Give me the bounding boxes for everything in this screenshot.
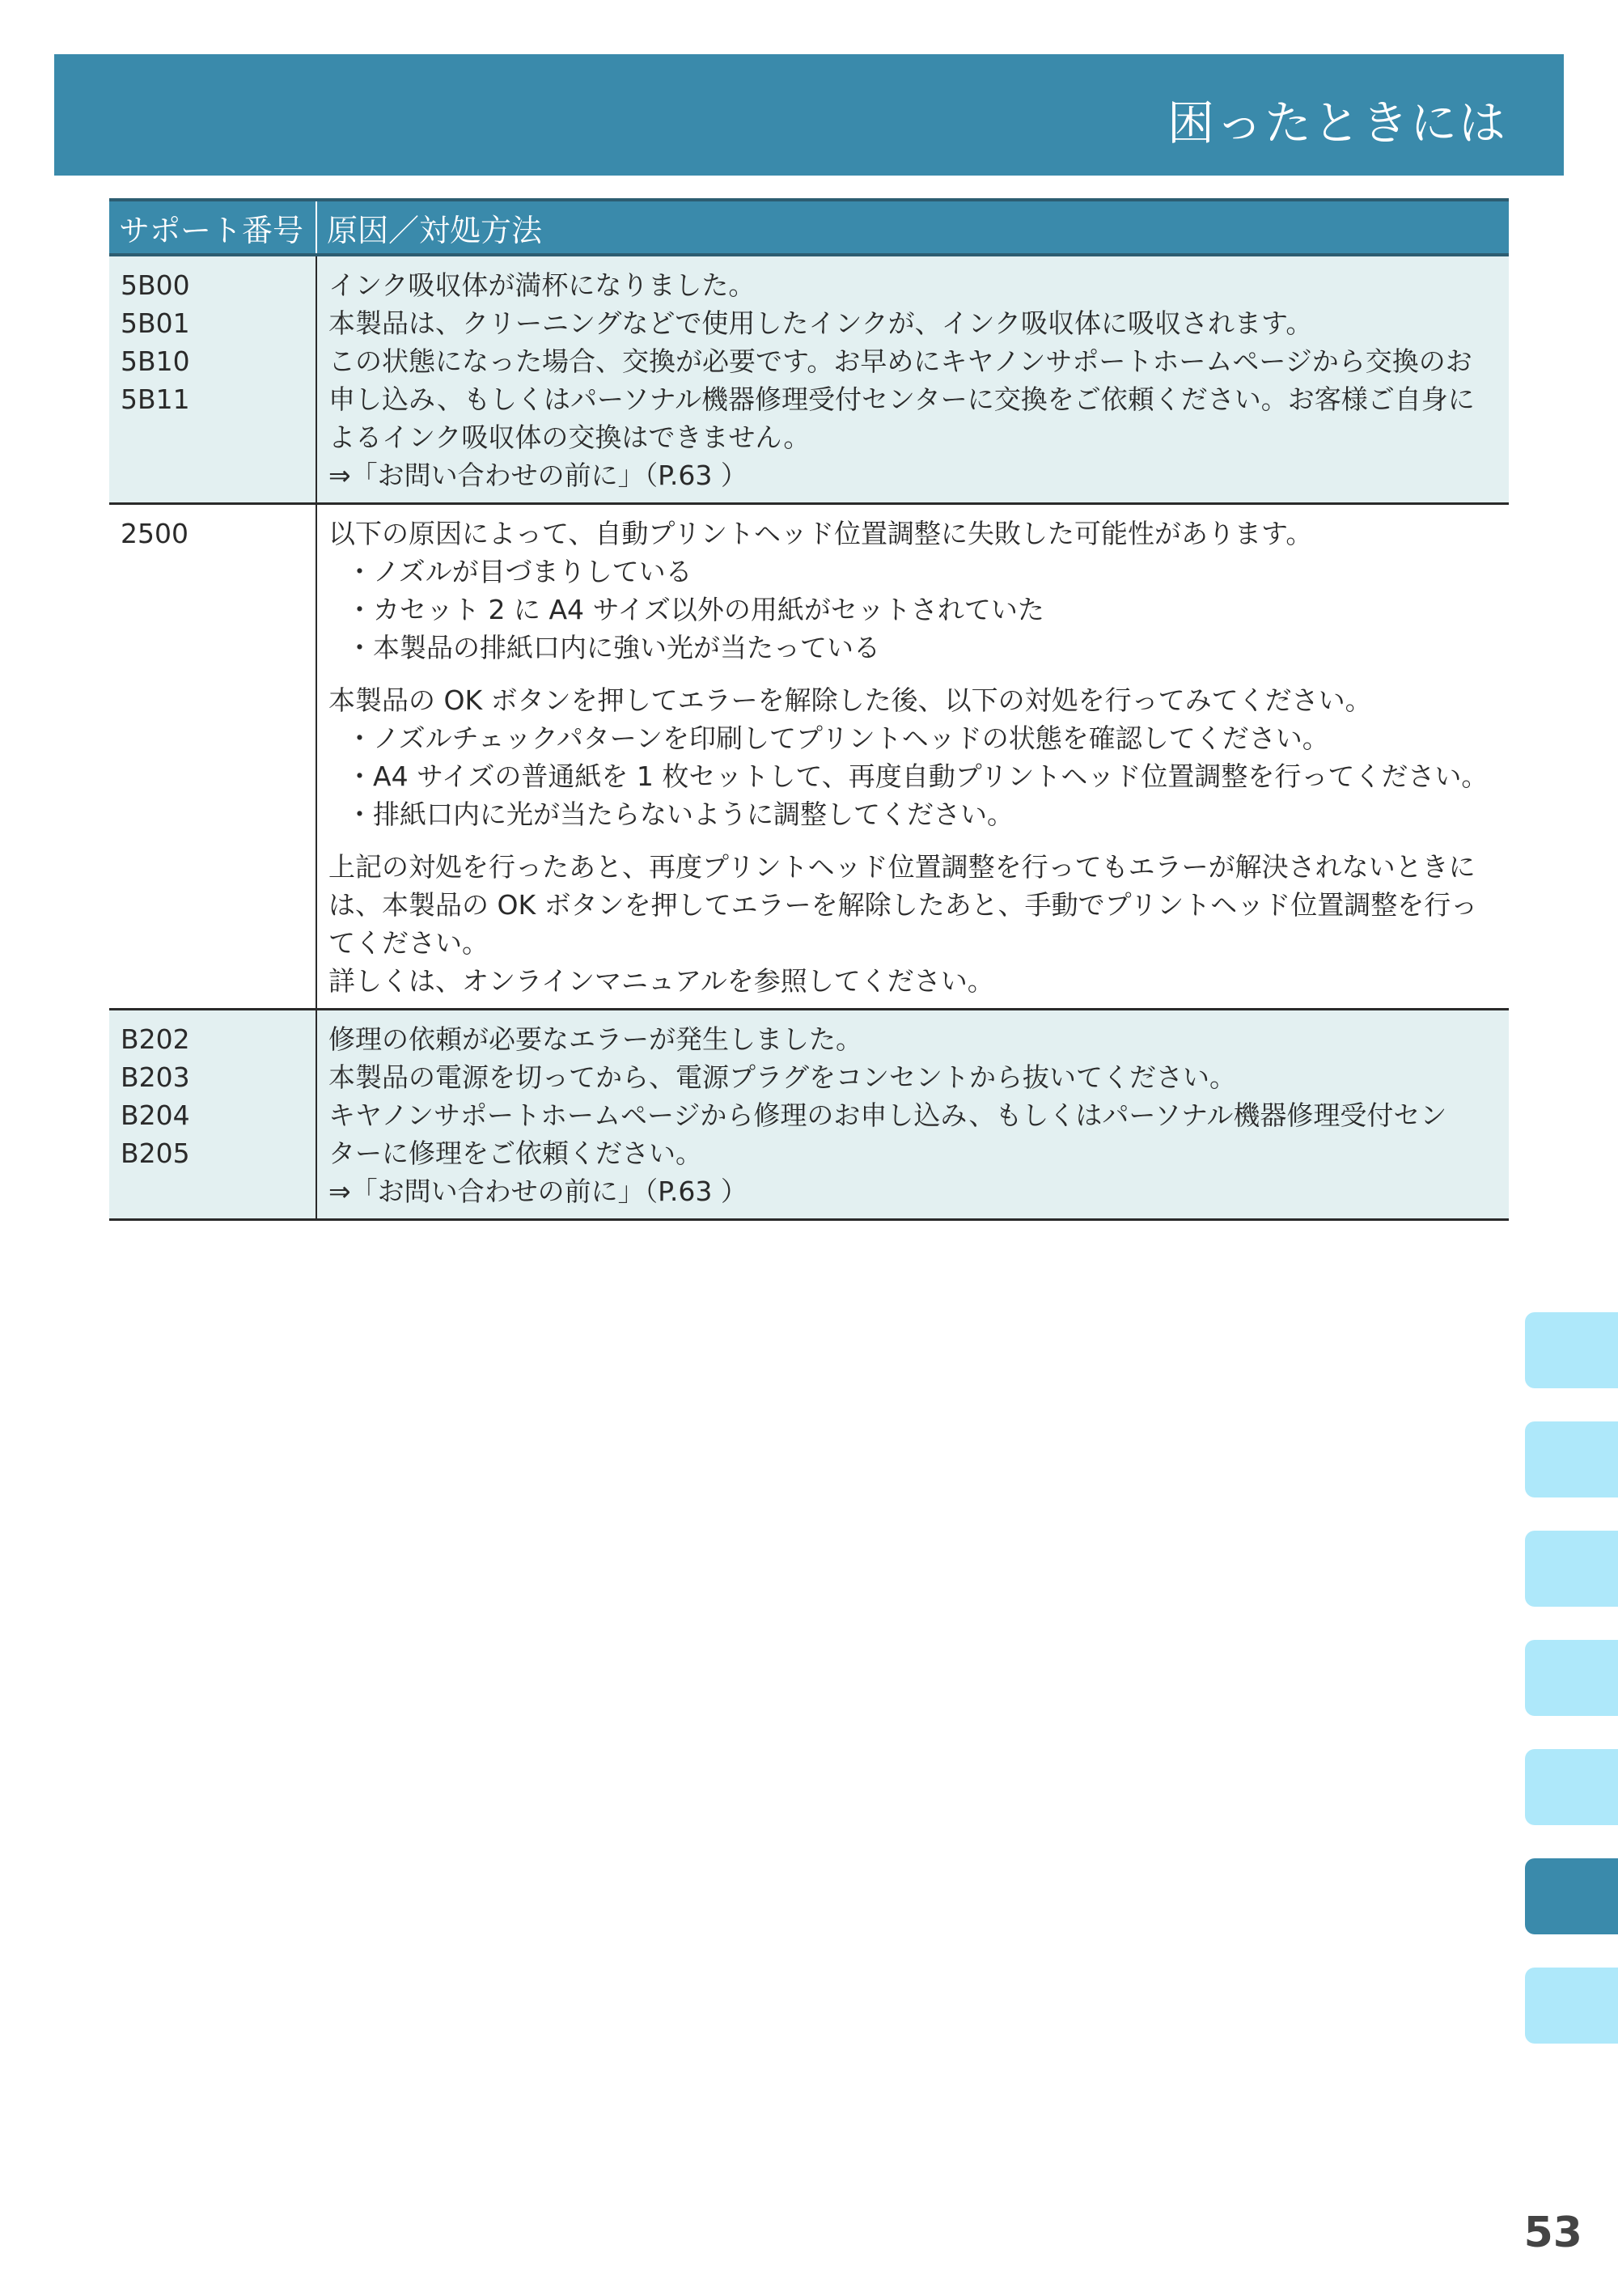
text-line: 上記の対処を行ったあと、再度プリントヘッド位置調整を行ってもエラーが解決されないときに: [328, 851, 1476, 883]
support-code: 5B00: [121, 269, 190, 301]
chapter-tab[interactable]: [1525, 1421, 1618, 1497]
cause-solution-cell: [316, 1010, 1509, 1220]
bullet-item: ・ノズルチェックパターンを印刷してプリントヘッドの状態を確認してください。: [346, 722, 1329, 754]
text-line: 本製品は、クリーニングなどで使用したインクが、インク吸収体に吸収されます。: [328, 307, 1313, 339]
page-number: 53: [1523, 2209, 1582, 2257]
support-code-cell: [109, 255, 316, 504]
bullet-item: ・本製品の排紙口内に強い光が当たっている: [346, 632, 880, 663]
text-line: 申し込み、もしくはパーソナル機器修理受付センターに交換をご依頼ください。お客様ご自身に: [328, 383, 1475, 415]
text-line: 詳しくは、オンラインマニュアルを参照してください。: [328, 965, 994, 997]
text-line: ターに修理をご依頼ください。: [328, 1137, 702, 1169]
support-code-table: [109, 198, 1509, 1221]
support-code: 5B10: [121, 345, 190, 377]
paragraph: [328, 681, 1497, 833]
bullet-item: ・ノズルが目づまりしている: [346, 556, 693, 587]
cause-solution-cell: [316, 255, 1509, 504]
support-code: 2500: [121, 518, 188, 549]
chapter-tab[interactable]: [1525, 1531, 1618, 1607]
paragraph: [328, 848, 1497, 1000]
paragraph: [328, 515, 1497, 667]
column-header-cause-solution: 原因／対処方法: [316, 200, 1509, 255]
cause-solution-cell: [316, 504, 1509, 1010]
text-line: 本製品の電源を切ってから、電源プラグをコンセントから抜いてください。: [328, 1061, 1236, 1093]
support-code: B203: [121, 1061, 190, 1093]
text-line: この状態になった場合、交換が必要です。お早めにキヤノンサポートホームページから交換のお: [328, 345, 1472, 377]
text-line: ⇒「お問い合わせの前に」（P.63 ）: [328, 460, 748, 491]
section-header: [54, 54, 1564, 176]
support-code-cell: [109, 1010, 316, 1220]
text-line: てください。: [328, 927, 489, 959]
column-header-support-code: サポート番号: [109, 200, 316, 255]
text-line: キヤノンサポートホームページから修理のお申し込み、もしくはパーソナル機器修理受付セン: [328, 1099, 1447, 1131]
support-code: B202: [121, 1023, 190, 1055]
bullet-item: ・排紙口内に光が当たらないように調整してください。: [346, 799, 1014, 830]
text-line: インク吸収体が満杯になりました。: [328, 269, 756, 301]
text-line: よるインク吸収体の交換はできません。: [328, 421, 811, 453]
support-code-cell: [109, 504, 316, 1010]
section-title: 困ったときには: [1167, 95, 1507, 150]
support-code: 5B11: [121, 383, 190, 415]
table-header-row: [109, 200, 1509, 255]
support-code: B204: [121, 1099, 190, 1131]
text-line: は、本製品の OK ボタンを押してエラーを解除したあと、手動でプリントヘッド位置調整を行っ: [328, 889, 1478, 921]
paragraph: [328, 266, 1497, 494]
table-row: [109, 255, 1509, 504]
chapter-tab-active[interactable]: [1525, 1858, 1618, 1934]
chapter-tab[interactable]: [1525, 1640, 1618, 1716]
text-line: 修理の依頼が必要なエラーが発生しました。: [328, 1023, 862, 1055]
chapter-tab[interactable]: [1525, 1749, 1618, 1825]
bullet-item: ・カセット 2 に A4 サイズ以外の用紙がセットされていた: [346, 594, 1044, 625]
paragraph: [328, 1020, 1497, 1210]
support-code: 5B01: [121, 307, 190, 339]
chapter-tab[interactable]: [1525, 1312, 1618, 1388]
text-line: ⇒「お問い合わせの前に」（P.63 ）: [328, 1176, 748, 1207]
text-line: 本製品の OK ボタンを押してエラーを解除した後、以下の対処を行ってみてください。: [328, 684, 1372, 716]
support-code: B205: [121, 1137, 190, 1169]
table-row: [109, 504, 1509, 1010]
text-line: 以下の原因によって、自動プリントヘッド位置調整に失敗した可能性があります。: [328, 518, 1313, 549]
table-row: [109, 1010, 1509, 1220]
bullet-item: ・A4 サイズの普通紙を 1 枚セットして、再度自動プリントヘッド位置調整を行ってください。: [346, 760, 1489, 792]
chapter-tab[interactable]: [1525, 1968, 1618, 2044]
